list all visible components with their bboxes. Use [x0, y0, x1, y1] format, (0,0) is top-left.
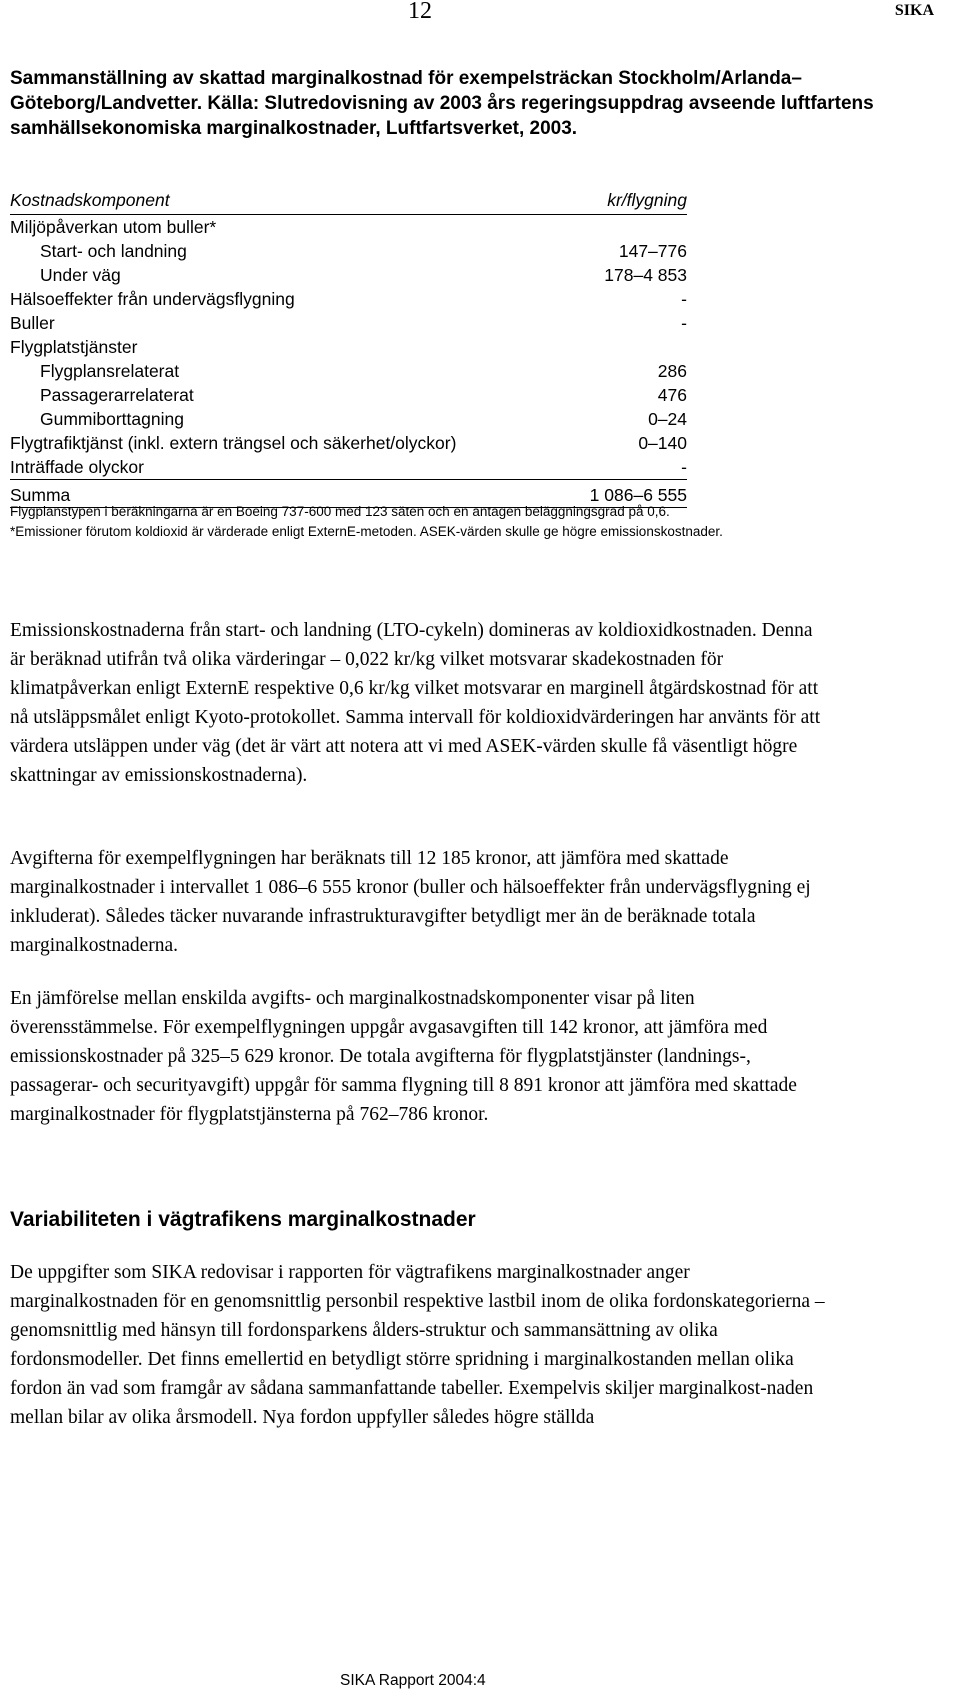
row-value: 147–776	[618, 241, 687, 261]
table-row	[10, 431, 687, 455]
row-value: -	[681, 289, 687, 309]
table-notes	[10, 502, 910, 542]
body-paragraph: Avgifterna för exempelflygningen har beräknats till 12 185 kronor, att jämföra med skattade marginalkostnader i intervallet 1 086–6 555 kronor (buller och hälsoeffekter från undervägsflygning ej inkluderat). Således täcker nuvarande infrastrukturavgifter betydligt mer än de beräknade totala marginalkostnaderna.	[10, 848, 811, 956]
column-header-component: Kostnadskomponent	[10, 190, 170, 210]
row-label: Inträffade olyckor	[10, 457, 144, 477]
table-caption: Sammanställning av skattad marginalkostnad för exempelsträckan Stockholm/Arlanda–Göteborg/Landvetter. Källa: Slutredovisning av 2003 års regeringsuppdrag avseende luftfartens samhällsekonomiska marginalkostnader, Luftfartsverket, 2003.	[10, 68, 874, 139]
header-org-name: SIKA	[894, 2, 934, 19]
table-row	[10, 455, 687, 480]
table-row	[10, 311, 687, 335]
body-paragraph: En jämförelse mellan enskilda avgifts- och marginalkostnadskomponenter visar på liten överensstämmelse. För exempelflygningen uppgår avgasavgiften till 142 kronor, att jämföra med emissionskostnader på 325–5 629 kronor. De totala avgifterna för flygplatstjänster (landnings-, passagerar- och securityavgift) uppgår för samma flygning till 8 891 kronor att jämföra med skattade marginalkostnader för flygplatstjänsterna på 762–786 kronor.	[10, 988, 797, 1125]
row-label: Flygtrafiktjänst (inkl. extern trängsel och säkerhet/olyckor)	[10, 433, 457, 453]
row-value: 178–4 853	[604, 265, 687, 285]
row-label: Flygplansrelaterat	[40, 361, 180, 381]
table-note: Flygplanstypen i beräkningarna är en Boeing 737-600 med 123 säten och en antagen beläggningsgrad på 0,6.	[10, 504, 670, 519]
row-value: 0–24	[648, 409, 687, 429]
row-label: Start- och landning	[40, 241, 187, 261]
row-value: 476	[657, 385, 687, 405]
row-value: -	[681, 457, 687, 477]
table-row	[10, 215, 687, 239]
row-value: 0–140	[638, 433, 687, 453]
row-label: Gummiborttagning	[40, 409, 184, 429]
table-row	[10, 263, 687, 287]
section-heading: Variabiliteten i vägtrafikens marginalkostnader	[10, 1208, 476, 1231]
sum-label: Summa	[10, 485, 71, 505]
row-value: -	[681, 313, 687, 333]
row-label: Under väg	[40, 265, 121, 285]
row-label: Passagerarrelaterat	[40, 385, 194, 405]
table-row	[10, 287, 687, 311]
cost-table	[10, 188, 687, 508]
table-row	[10, 383, 687, 407]
page-footer: SIKA Rapport 2004:4	[340, 1672, 486, 1689]
body-paragraph: Emissionskostnaderna från start- och landning (LTO-cykeln) domineras av koldioxidkostnaden. Denna är beräknad utifrån två olika värderingar – 0,022 kr/kg vilket motsvarar skadekostnaden för klimatpåverkan enligt ExternE respektive 0,6 kr/kg vilket motsvarar en marginell åtgärdskostnad för att nå utsläppsmålet enligt Kyoto-protokollet. Samma intervall för koldioxidvärderingen har använts för att värdera utsläppen under väg (det är värt att notera att vi med ASEK-värden skulle få väsentligt högre skattningar av emissionskostnaderna).	[10, 620, 821, 786]
table-row	[10, 359, 687, 383]
sum-value: 1 086–6 555	[589, 485, 687, 505]
table-note: *Emissioner förutom koldioxid är värderade enligt ExternE-metoden. ASEK-värden skulle ge högre emissionskostnader.	[10, 524, 723, 539]
column-header-value: kr/flygning	[607, 190, 687, 210]
row-label: Miljöpåverkan utom buller*	[10, 217, 217, 237]
page-number: 12	[408, 0, 432, 24]
table-header-row	[10, 188, 687, 215]
table-row	[10, 335, 687, 359]
row-label: Hälsoeffekter från undervägsflygning	[10, 289, 295, 309]
table-row	[10, 407, 687, 431]
body-paragraph: De uppgifter som SIKA redovisar i rapporten för vägtrafikens marginalkostnader anger marginalkostnaden för en genomsnittlig personbil respektive lastbil inom de olika fordonskategorierna – genomsnittlig med hänsyn till fordonsparkens ålders-struktur och sammansättning av olika fordonsmodeller. Det finns emellertid en betydligt större spridning i marginalkostanden mellan olika fordon än vad som framgår av sådana sammanfattande tabeller. Exempelvis skiljer marginalkost-naden mellan bilar av olika årsmodell. Nya fordon uppfyller således högre ställda	[10, 1262, 825, 1428]
table-row	[10, 239, 687, 263]
row-label: Flygplatstjänster	[10, 337, 138, 357]
row-label: Buller	[10, 313, 55, 333]
row-value: 286	[657, 361, 687, 381]
